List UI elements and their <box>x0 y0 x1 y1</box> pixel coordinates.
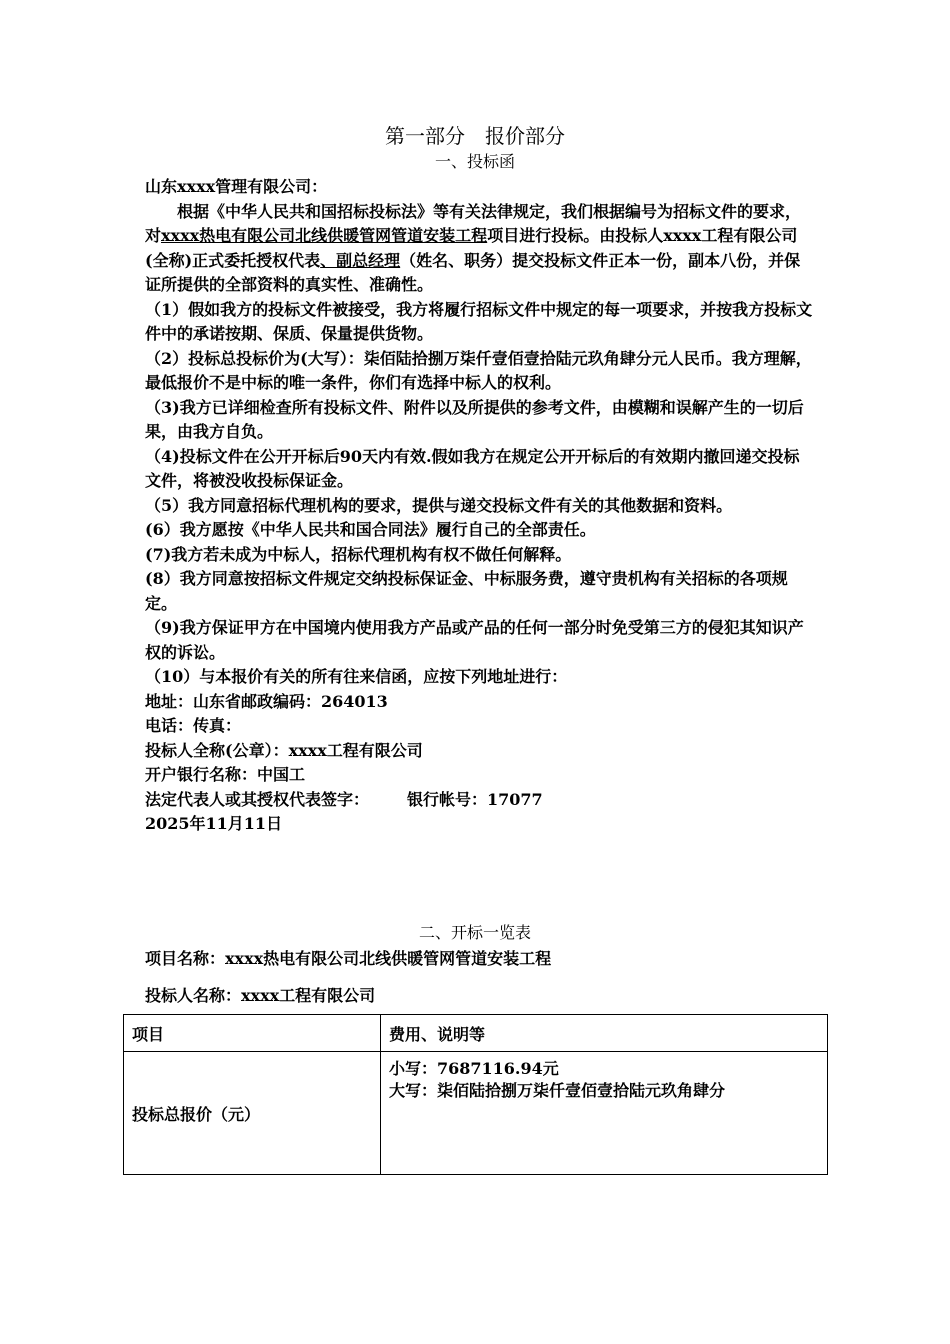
table-header-row <box>124 1015 828 1052</box>
contact-phone-fax: 电话：传真： <box>145 716 242 735</box>
table-header-item: 项目 <box>124 1015 381 1052</box>
addressee: 山东xxxx管理有限公司： <box>145 177 328 196</box>
clause-8: (8）我方同意按招标文件规定交纳投标保证金、中标服务费，遵守贵机构有关招标的各项规定。 <box>145 569 788 613</box>
bid-letter-body <box>145 175 815 837</box>
bidder-name-line: 投标人名称：xxxx工程有限公司 <box>145 986 376 1005</box>
bidder-fullname: 投标人全称(公章）：xxxx工程有限公司 <box>145 740 423 760</box>
intro-text-2: 项目进行投标。由投标人xxxx工程有限公司(全称)正式委托授权代表 <box>145 226 798 270</box>
clause-9: （9)我方保证甲方在中国境内使用我方产品或产品的任何一部分时免受第三方的侵犯其知识产权的诉讼。 <box>145 618 804 662</box>
clause-7: (7)我方若未成为中标人，招标代理机构有权不做任何解释。 <box>145 544 572 564</box>
intro-text-3: （姓名、职务）提交投标文件正本一份，副本八份，并保证所提供的全部资料的真实性、准确性。 <box>145 250 801 294</box>
bid-summary-table <box>123 1014 828 1175</box>
section1-title: 一、投标函 <box>434 152 515 171</box>
clause-3: （3)我方已详细检查所有投标文件、附件以及所提供的参考文件，由模糊和误解产生的一切后果，由我方自负。 <box>145 397 804 441</box>
clause-2: （2）投标总投标价为(大写）：柒佰陆拾捌万柒仟壹佰壹拾陆元玖角肆分元人民币。我方理解，最低报价不是中标的唯一条件，你们有选择中标人的权利。 <box>145 348 812 392</box>
contact-address: 地址：山东省邮政编码：264013 <box>145 691 388 711</box>
total-price-label: 投标总报价（元） <box>124 1052 381 1175</box>
bank-account: 银行帐号：17077 <box>407 789 543 809</box>
representative-underlined: 、副总经理 <box>320 250 401 270</box>
clause-10: （10）与本报价有关的所有往来信函，应按下列地址进行： <box>145 667 568 686</box>
total-price-cell <box>381 1052 828 1175</box>
table-header-cost: 费用、说明等 <box>381 1015 828 1052</box>
signature-label: 法定代表人或其授权代表签字： <box>145 789 370 809</box>
table-row <box>124 1052 828 1175</box>
amount-in-words: 大写：柒佰陆拾捌万柒仟壹佰壹拾陆元玖角肆分 <box>389 1081 726 1100</box>
part-title: 第一部分 报价部分 <box>385 124 565 148</box>
clause-6: (6）我方愿按《中华人民共和国合同法》履行自己的全部责任。 <box>145 520 596 539</box>
intro-paragraph <box>145 200 815 298</box>
project-name-underlined: xxxx热电有限公司北线供暖管网管道安装工程 <box>161 226 488 245</box>
clause-4: （4)投标文件在公开开标后90天内有效.假如我方在规定公开开标后的有效期内撤回递交投标文件，将被没收投标保证金。 <box>145 446 800 490</box>
signature-line <box>145 788 815 813</box>
section2-title: 二、开标一览表 <box>418 923 531 942</box>
letter-date: 2025年11月11日 <box>145 814 283 833</box>
amount-in-figures: 小写：7687116.94元 <box>389 1059 559 1078</box>
intro-text-1: 根据《中华人民共和国招标投标法》等有关法律规定，我们根据编号为招标文件的要求，对 <box>145 201 802 245</box>
project-name-line: 项目名称：xxxx热电有限公司北线供暖管网管道安装工程 <box>145 949 552 968</box>
clause-5: （5）我方同意招标代理机构的要求，提供与递交投标文件有关的其他数据和资料。 <box>145 495 733 515</box>
clause-1: （1）假如我方的投标文件被接受，我方将履行招标文件中规定的每一项要求，并按我方投标文件中的承诺按期、保质、保量提供货物。 <box>145 299 813 343</box>
bank-name: 开户银行名称：中国工 <box>145 765 306 784</box>
